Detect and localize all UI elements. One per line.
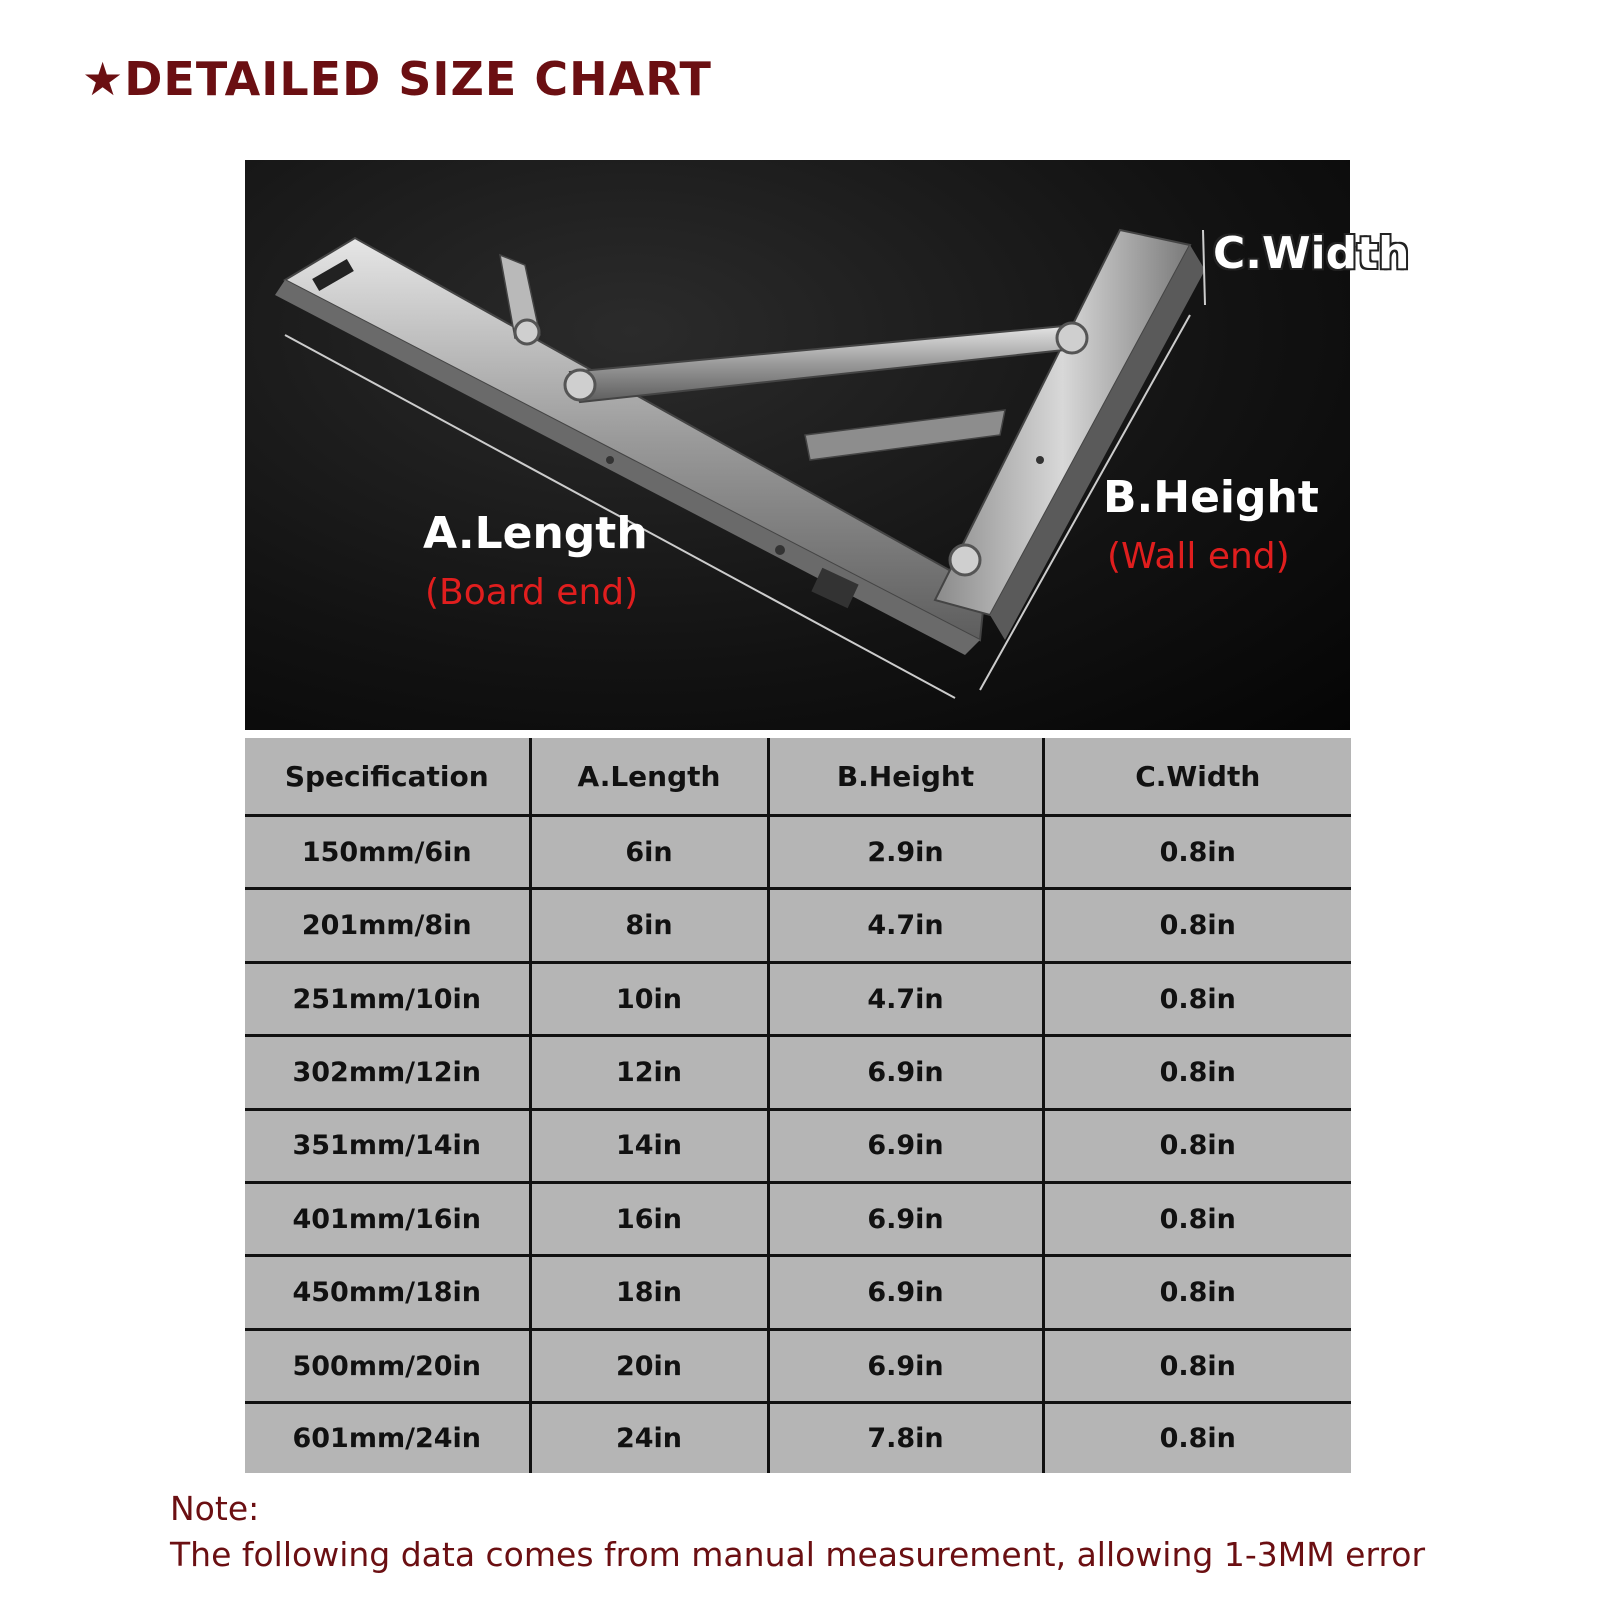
table-row — [245, 1256, 1351, 1329]
spec-cell: 401mm/16in — [245, 1183, 530, 1256]
width-label: C.Width — [1213, 228, 1410, 279]
length-label: A.Length — [423, 508, 648, 559]
folding-bracket-illustration — [245, 160, 1350, 730]
width-cell: 0.8in — [1043, 962, 1351, 1035]
measurement-note — [170, 1486, 1425, 1578]
height-cell: 2.9in — [768, 816, 1043, 889]
length-sublabel: (Board end) — [425, 572, 639, 613]
width-dimension-line — [1203, 230, 1205, 305]
spec-cell: 351mm/14in — [245, 1109, 530, 1182]
height-sublabel: (Wall end) — [1107, 536, 1290, 577]
length-cell: 20in — [530, 1329, 768, 1402]
height-cell: 7.8in — [768, 1403, 1043, 1473]
column-header: B.Height — [768, 738, 1043, 816]
width-cell: 0.8in — [1043, 1256, 1351, 1329]
width-cell: 0.8in — [1043, 889, 1351, 962]
table-row — [245, 1109, 1351, 1182]
length-cell: 12in — [530, 1036, 768, 1109]
width-cell: 0.8in — [1043, 1036, 1351, 1109]
table-row — [245, 1403, 1351, 1473]
note-heading: Note: — [170, 1489, 260, 1528]
diagonal-brace — [570, 325, 1083, 402]
height-cell: 6.9in — [768, 1256, 1043, 1329]
length-cell: 8in — [530, 889, 768, 962]
bracket-photo — [245, 160, 1410, 730]
height-cell: 6.9in — [768, 1183, 1043, 1256]
rivet — [565, 370, 595, 400]
rivet — [950, 545, 980, 575]
spec-cell: 201mm/8in — [245, 889, 530, 962]
table-row — [245, 1183, 1351, 1256]
length-cell: 16in — [530, 1183, 768, 1256]
length-cell: 18in — [530, 1256, 768, 1329]
height-cell: 6.9in — [768, 1329, 1043, 1402]
spec-cell: 500mm/20in — [245, 1329, 530, 1402]
rivet — [515, 320, 539, 344]
width-cell: 0.8in — [1043, 1183, 1351, 1256]
size-table — [245, 738, 1351, 1473]
width-cell: 0.8in — [1043, 816, 1351, 889]
spec-cell: 601mm/24in — [292, 1423, 482, 1455]
column-header: C.Width — [1043, 738, 1351, 816]
width-cell: 0.8in — [1043, 1109, 1351, 1182]
table-row — [245, 1036, 1351, 1109]
table-row — [245, 1329, 1351, 1402]
width-cell: 0.8in — [1043, 1329, 1351, 1402]
column-header: A.Length — [530, 738, 768, 816]
spec-cell: 450mm/18in — [245, 1256, 530, 1329]
length-cell: 10in — [530, 962, 768, 1035]
table-header-row — [245, 738, 1351, 816]
spec-cell: 150mm/6in — [245, 816, 530, 889]
length-cell: 14in — [530, 1109, 768, 1182]
note-text: The following data comes from manual measurement, allowing 1-3MM error — [170, 1535, 1426, 1574]
lower-brace — [805, 410, 1005, 460]
spec-cell: 251mm/10in — [245, 962, 530, 1035]
table-row — [245, 889, 1351, 962]
width-cell: 0.8in — [1043, 1403, 1351, 1473]
height-cell: 4.7in — [768, 889, 1043, 962]
page-title: ★DETAILED SIZE CHART — [82, 52, 712, 106]
column-header: Specification — [245, 738, 530, 816]
height-cell: 4.7in — [768, 962, 1043, 1035]
length-cell: 24in — [530, 1403, 768, 1473]
height-cell: 6.9in — [768, 1109, 1043, 1182]
height-cell: 6.9in — [768, 1036, 1043, 1109]
spec-cell: 302mm/12in — [245, 1036, 530, 1109]
height-label: B.Height — [1103, 472, 1319, 523]
length-cell: 6in — [530, 816, 768, 889]
rivet — [1057, 323, 1087, 353]
table-row — [245, 962, 1351, 1035]
table-row — [245, 816, 1351, 889]
